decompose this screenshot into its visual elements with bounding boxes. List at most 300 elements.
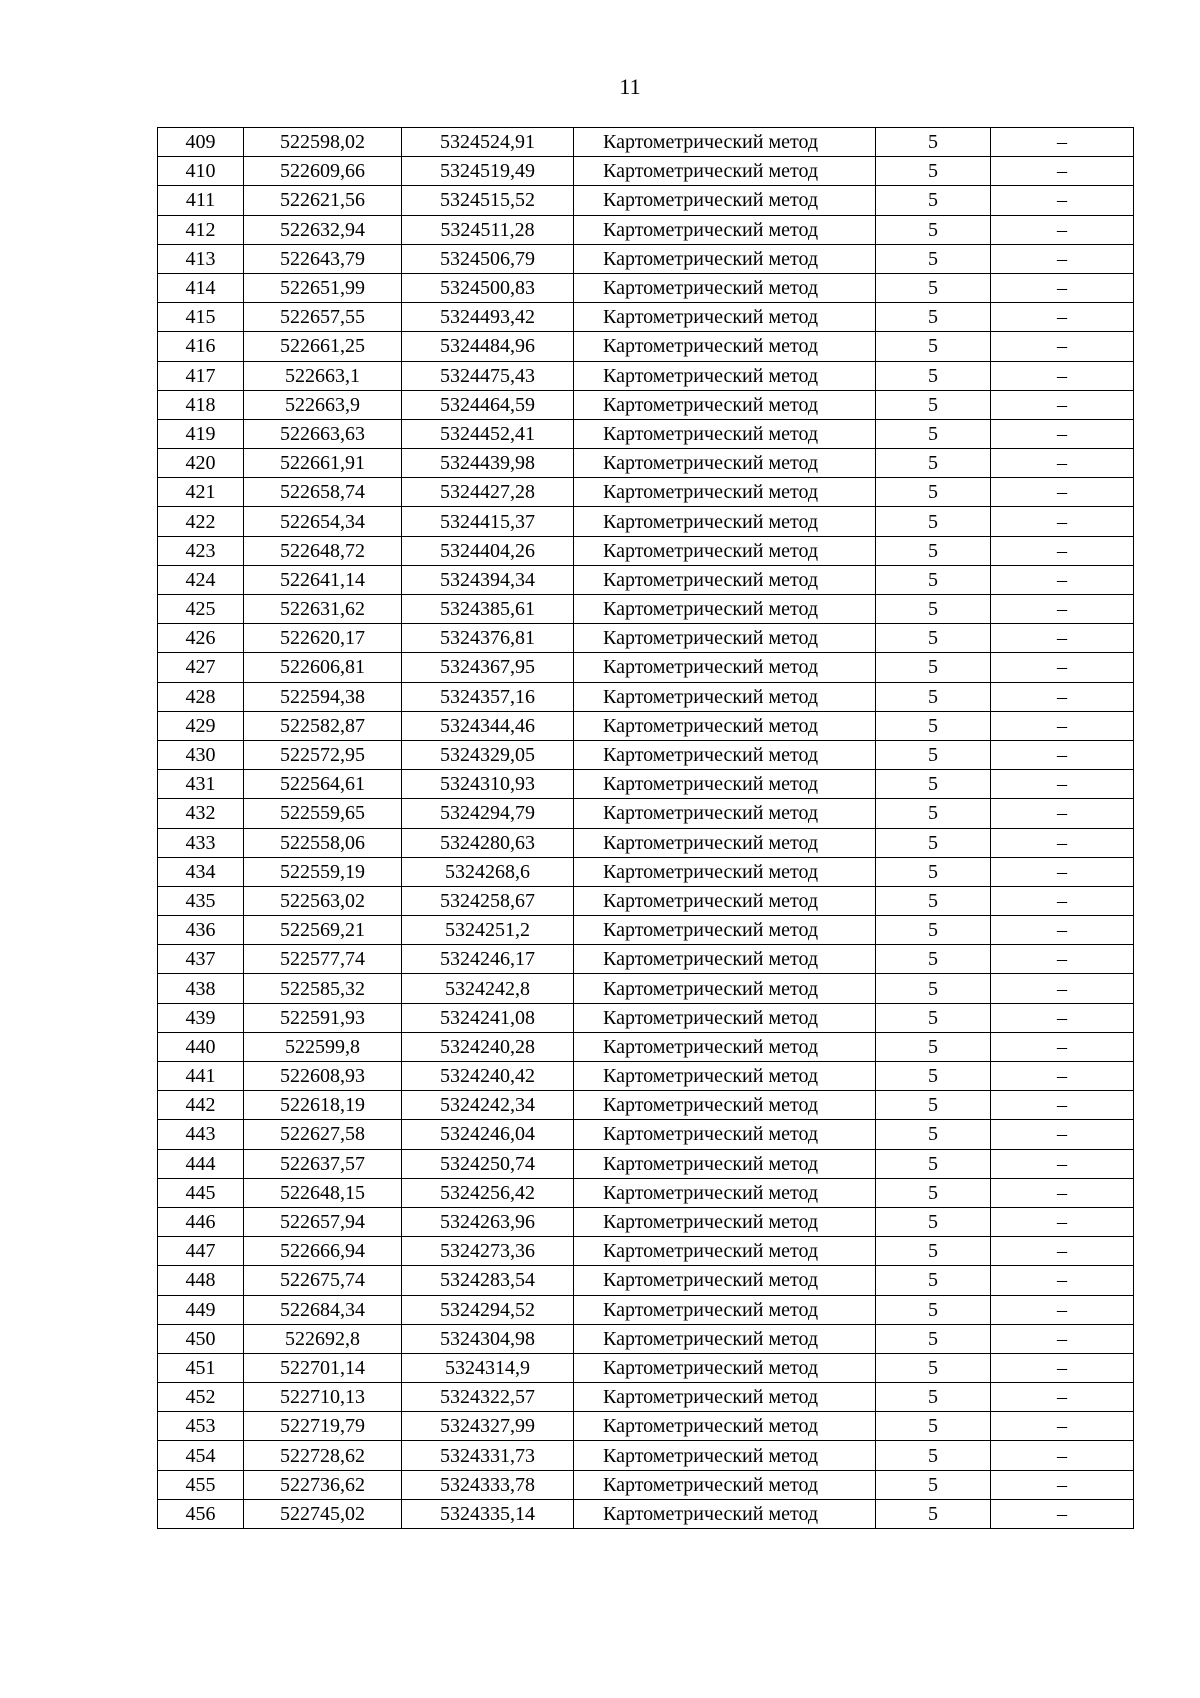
table-row <box>158 624 1134 653</box>
x-coordinate-cell: 522577,74 <box>244 945 402 974</box>
method-cell: Картометрический метод <box>574 1237 876 1266</box>
accuracy-cell: 5 <box>876 478 991 507</box>
accuracy-cell: 5 <box>876 682 991 711</box>
point-number-cell: 441 <box>158 1062 244 1091</box>
table-row <box>158 1266 1134 1295</box>
description-cell: – <box>991 624 1134 653</box>
point-number-cell: 428 <box>158 682 244 711</box>
description-cell: – <box>991 1062 1134 1091</box>
point-number-cell: 450 <box>158 1324 244 1353</box>
accuracy-cell: 5 <box>876 1470 991 1499</box>
y-coordinate-cell: 5324256,42 <box>402 1178 574 1207</box>
point-number-cell: 427 <box>158 653 244 682</box>
y-coordinate-cell: 5324273,36 <box>402 1237 574 1266</box>
table-row <box>158 1383 1134 1412</box>
point-number-cell: 440 <box>158 1032 244 1061</box>
point-number-cell: 448 <box>158 1266 244 1295</box>
point-number-cell: 456 <box>158 1499 244 1528</box>
x-coordinate-cell: 522572,95 <box>244 740 402 769</box>
x-coordinate-cell: 522637,57 <box>244 1149 402 1178</box>
table-row <box>158 565 1134 594</box>
y-coordinate-cell: 5324294,52 <box>402 1295 574 1324</box>
point-number-cell: 432 <box>158 799 244 828</box>
method-cell: Картометрический метод <box>574 128 876 157</box>
accuracy-cell: 5 <box>876 303 991 332</box>
method-cell: Картометрический метод <box>574 507 876 536</box>
point-number-cell: 425 <box>158 595 244 624</box>
accuracy-cell: 5 <box>876 1032 991 1061</box>
x-coordinate-cell: 522651,99 <box>244 273 402 302</box>
description-cell: – <box>991 273 1134 302</box>
method-cell: Картометрический метод <box>574 565 876 594</box>
accuracy-cell: 5 <box>876 449 991 478</box>
point-number-cell: 414 <box>158 273 244 302</box>
x-coordinate-cell: 522710,13 <box>244 1383 402 1412</box>
description-cell: – <box>991 128 1134 157</box>
table-row <box>158 332 1134 361</box>
accuracy-cell: 5 <box>876 390 991 419</box>
x-coordinate-cell: 522559,19 <box>244 857 402 886</box>
table-row <box>158 157 1134 186</box>
point-number-cell: 429 <box>158 711 244 740</box>
description-cell: – <box>991 244 1134 273</box>
method-cell: Картометрический метод <box>574 1324 876 1353</box>
y-coordinate-cell: 5324331,73 <box>402 1441 574 1470</box>
y-coordinate-cell: 5324376,81 <box>402 624 574 653</box>
description-cell: – <box>991 682 1134 711</box>
point-number-cell: 409 <box>158 128 244 157</box>
y-coordinate-cell: 5324415,37 <box>402 507 574 536</box>
method-cell: Картометрический метод <box>574 536 876 565</box>
accuracy-cell: 5 <box>876 653 991 682</box>
table-row <box>158 1441 1134 1470</box>
method-cell: Картометрический метод <box>574 1266 876 1295</box>
description-cell: – <box>991 215 1134 244</box>
method-cell: Картометрический метод <box>574 711 876 740</box>
method-cell: Картометрический метод <box>574 624 876 653</box>
y-coordinate-cell: 5324242,8 <box>402 974 574 1003</box>
description-cell: – <box>991 1324 1134 1353</box>
x-coordinate-cell: 522745,02 <box>244 1499 402 1528</box>
accuracy-cell: 5 <box>876 273 991 302</box>
y-coordinate-cell: 5324404,26 <box>402 536 574 565</box>
point-number-cell: 418 <box>158 390 244 419</box>
table-row <box>158 1295 1134 1324</box>
y-coordinate-cell: 5324280,63 <box>402 828 574 857</box>
accuracy-cell: 5 <box>876 857 991 886</box>
description-cell: – <box>991 390 1134 419</box>
page-number: 11 <box>619 74 641 99</box>
method-cell: Картометрический метод <box>574 1120 876 1149</box>
accuracy-cell: 5 <box>876 1353 991 1382</box>
description-cell: – <box>991 1091 1134 1120</box>
x-coordinate-cell: 522654,34 <box>244 507 402 536</box>
x-coordinate-cell: 522661,91 <box>244 449 402 478</box>
table-row <box>158 916 1134 945</box>
point-number-cell: 444 <box>158 1149 244 1178</box>
description-cell: – <box>991 1237 1134 1266</box>
x-coordinate-cell: 522559,65 <box>244 799 402 828</box>
method-cell: Картометрический метод <box>574 419 876 448</box>
method-cell: Картометрический метод <box>574 1470 876 1499</box>
y-coordinate-cell: 5324294,79 <box>402 799 574 828</box>
accuracy-cell: 5 <box>876 595 991 624</box>
method-cell: Картометрический метод <box>574 390 876 419</box>
x-coordinate-cell: 522620,17 <box>244 624 402 653</box>
x-coordinate-cell: 522621,56 <box>244 186 402 215</box>
description-cell: – <box>991 1295 1134 1324</box>
accuracy-cell: 5 <box>876 215 991 244</box>
table-row <box>158 595 1134 624</box>
y-coordinate-cell: 5324500,83 <box>402 273 574 302</box>
y-coordinate-cell: 5324484,96 <box>402 332 574 361</box>
table-row <box>158 1120 1134 1149</box>
table-row <box>158 1091 1134 1120</box>
point-number-cell: 416 <box>158 332 244 361</box>
table-row <box>158 273 1134 302</box>
accuracy-cell: 5 <box>876 828 991 857</box>
method-cell: Картометрический метод <box>574 1441 876 1470</box>
x-coordinate-cell: 522736,62 <box>244 1470 402 1499</box>
accuracy-cell: 5 <box>876 916 991 945</box>
accuracy-cell: 5 <box>876 1120 991 1149</box>
method-cell: Картометрический метод <box>574 770 876 799</box>
description-cell: – <box>991 565 1134 594</box>
x-coordinate-cell: 522675,74 <box>244 1266 402 1295</box>
x-coordinate-cell: 522684,34 <box>244 1295 402 1324</box>
point-number-cell: 415 <box>158 303 244 332</box>
description-cell: – <box>991 1499 1134 1528</box>
method-cell: Картометрический метод <box>574 1032 876 1061</box>
description-cell: – <box>991 945 1134 974</box>
point-number-cell: 437 <box>158 945 244 974</box>
x-coordinate-cell: 522609,66 <box>244 157 402 186</box>
table-row <box>158 1032 1134 1061</box>
point-number-cell: 455 <box>158 1470 244 1499</box>
table-row <box>158 1324 1134 1353</box>
table-row <box>158 1003 1134 1032</box>
accuracy-cell: 5 <box>876 1237 991 1266</box>
accuracy-cell: 5 <box>876 332 991 361</box>
y-coordinate-cell: 5324263,96 <box>402 1207 574 1236</box>
table-row <box>158 1237 1134 1266</box>
table-row <box>158 128 1134 157</box>
table-row <box>158 1353 1134 1382</box>
y-coordinate-cell: 5324394,34 <box>402 565 574 594</box>
y-coordinate-cell: 5324344,46 <box>402 711 574 740</box>
method-cell: Картометрический метод <box>574 1412 876 1441</box>
x-coordinate-cell: 522608,93 <box>244 1062 402 1091</box>
accuracy-cell: 5 <box>876 565 991 594</box>
y-coordinate-cell: 5324506,79 <box>402 244 574 273</box>
method-cell: Картометрический метод <box>574 595 876 624</box>
table-row <box>158 799 1134 828</box>
description-cell: – <box>991 1149 1134 1178</box>
y-coordinate-cell: 5324241,08 <box>402 1003 574 1032</box>
method-cell: Картометрический метод <box>574 916 876 945</box>
table-row <box>158 1499 1134 1528</box>
table-row <box>158 507 1134 536</box>
x-coordinate-cell: 522658,74 <box>244 478 402 507</box>
description-cell: – <box>991 157 1134 186</box>
point-number-cell: 445 <box>158 1178 244 1207</box>
point-number-cell: 423 <box>158 536 244 565</box>
method-cell: Картометрический метод <box>574 799 876 828</box>
point-number-cell: 412 <box>158 215 244 244</box>
x-coordinate-cell: 522582,87 <box>244 711 402 740</box>
x-coordinate-cell: 522657,94 <box>244 1207 402 1236</box>
point-number-cell: 442 <box>158 1091 244 1120</box>
accuracy-cell: 5 <box>876 507 991 536</box>
accuracy-cell: 5 <box>876 128 991 157</box>
accuracy-cell: 5 <box>876 974 991 1003</box>
point-number-cell: 438 <box>158 974 244 1003</box>
description-cell: – <box>991 711 1134 740</box>
description-cell: – <box>991 478 1134 507</box>
y-coordinate-cell: 5324314,9 <box>402 1353 574 1382</box>
description-cell: – <box>991 303 1134 332</box>
description-cell: – <box>991 1032 1134 1061</box>
x-coordinate-cell: 522643,79 <box>244 244 402 273</box>
y-coordinate-cell: 5324242,34 <box>402 1091 574 1120</box>
point-number-cell: 420 <box>158 449 244 478</box>
method-cell: Картометрический метод <box>574 857 876 886</box>
table-row <box>158 974 1134 1003</box>
description-cell: – <box>991 799 1134 828</box>
table-row <box>158 682 1134 711</box>
x-coordinate-cell: 522648,15 <box>244 1178 402 1207</box>
x-coordinate-cell: 522692,8 <box>244 1324 402 1353</box>
x-coordinate-cell: 522594,38 <box>244 682 402 711</box>
point-number-cell: 449 <box>158 1295 244 1324</box>
table-row <box>158 1062 1134 1091</box>
table-row <box>158 303 1134 332</box>
point-number-cell: 434 <box>158 857 244 886</box>
description-cell: – <box>991 770 1134 799</box>
x-coordinate-cell: 522631,62 <box>244 595 402 624</box>
description-cell: – <box>991 507 1134 536</box>
method-cell: Картометрический метод <box>574 1207 876 1236</box>
coordinates-table-body <box>158 128 1134 1529</box>
accuracy-cell: 5 <box>876 186 991 215</box>
method-cell: Картометрический метод <box>574 273 876 302</box>
point-number-cell: 453 <box>158 1412 244 1441</box>
accuracy-cell: 5 <box>876 624 991 653</box>
method-cell: Картометрический метод <box>574 653 876 682</box>
table-row <box>158 536 1134 565</box>
table-row <box>158 1178 1134 1207</box>
point-number-cell: 422 <box>158 507 244 536</box>
x-coordinate-cell: 522599,8 <box>244 1032 402 1061</box>
description-cell: – <box>991 1441 1134 1470</box>
y-coordinate-cell: 5324524,91 <box>402 128 574 157</box>
point-number-cell: 446 <box>158 1207 244 1236</box>
y-coordinate-cell: 5324251,2 <box>402 916 574 945</box>
description-cell: – <box>991 595 1134 624</box>
point-number-cell: 419 <box>158 419 244 448</box>
description-cell: – <box>991 828 1134 857</box>
x-coordinate-cell: 522663,1 <box>244 361 402 390</box>
table-row <box>158 711 1134 740</box>
method-cell: Картометрический метод <box>574 186 876 215</box>
x-coordinate-cell: 522627,58 <box>244 1120 402 1149</box>
x-coordinate-cell: 522564,61 <box>244 770 402 799</box>
method-cell: Картометрический метод <box>574 361 876 390</box>
y-coordinate-cell: 5324333,78 <box>402 1470 574 1499</box>
table-row <box>158 1207 1134 1236</box>
y-coordinate-cell: 5324511,28 <box>402 215 574 244</box>
x-coordinate-cell: 522657,55 <box>244 303 402 332</box>
point-number-cell: 424 <box>158 565 244 594</box>
method-cell: Картометрический метод <box>574 1091 876 1120</box>
table-row <box>158 653 1134 682</box>
x-coordinate-cell: 522558,06 <box>244 828 402 857</box>
method-cell: Картометрический метод <box>574 828 876 857</box>
y-coordinate-cell: 5324515,52 <box>402 186 574 215</box>
method-cell: Картометрический метод <box>574 332 876 361</box>
description-cell: – <box>991 1207 1134 1236</box>
accuracy-cell: 5 <box>876 1324 991 1353</box>
accuracy-cell: 5 <box>876 945 991 974</box>
point-number-cell: 433 <box>158 828 244 857</box>
accuracy-cell: 5 <box>876 1383 991 1412</box>
accuracy-cell: 5 <box>876 244 991 273</box>
table-row <box>158 361 1134 390</box>
method-cell: Картометрический метод <box>574 478 876 507</box>
description-cell: – <box>991 740 1134 769</box>
method-cell: Картометрический метод <box>574 449 876 478</box>
method-cell: Картометрический метод <box>574 974 876 1003</box>
point-number-cell: 410 <box>158 157 244 186</box>
x-coordinate-cell: 522728,62 <box>244 1441 402 1470</box>
point-number-cell: 439 <box>158 1003 244 1032</box>
y-coordinate-cell: 5324357,16 <box>402 682 574 711</box>
point-number-cell: 435 <box>158 886 244 915</box>
y-coordinate-cell: 5324452,41 <box>402 419 574 448</box>
y-coordinate-cell: 5324322,57 <box>402 1383 574 1412</box>
description-cell: – <box>991 653 1134 682</box>
method-cell: Картометрический метод <box>574 1383 876 1412</box>
description-cell: – <box>991 886 1134 915</box>
point-number-cell: 431 <box>158 770 244 799</box>
method-cell: Картометрический метод <box>574 682 876 711</box>
y-coordinate-cell: 5324475,43 <box>402 361 574 390</box>
y-coordinate-cell: 5324250,74 <box>402 1149 574 1178</box>
x-coordinate-cell: 522641,14 <box>244 565 402 594</box>
y-coordinate-cell: 5324310,93 <box>402 770 574 799</box>
accuracy-cell: 5 <box>876 1178 991 1207</box>
accuracy-cell: 5 <box>876 886 991 915</box>
y-coordinate-cell: 5324329,05 <box>402 740 574 769</box>
y-coordinate-cell: 5324385,61 <box>402 595 574 624</box>
point-number-cell: 411 <box>158 186 244 215</box>
accuracy-cell: 5 <box>876 1441 991 1470</box>
accuracy-cell: 5 <box>876 1499 991 1528</box>
table-row <box>158 419 1134 448</box>
y-coordinate-cell: 5324327,99 <box>402 1412 574 1441</box>
accuracy-cell: 5 <box>876 1062 991 1091</box>
point-number-cell: 421 <box>158 478 244 507</box>
coordinates-table <box>157 127 1134 1529</box>
description-cell: – <box>991 536 1134 565</box>
accuracy-cell: 5 <box>876 1149 991 1178</box>
method-cell: Картометрический метод <box>574 886 876 915</box>
table-row <box>158 740 1134 769</box>
description-cell: – <box>991 1353 1134 1382</box>
table-row <box>158 945 1134 974</box>
point-number-cell: 447 <box>158 1237 244 1266</box>
method-cell: Картометрический метод <box>574 1353 876 1382</box>
table-row <box>158 186 1134 215</box>
table-row <box>158 828 1134 857</box>
accuracy-cell: 5 <box>876 770 991 799</box>
x-coordinate-cell: 522618,19 <box>244 1091 402 1120</box>
method-cell: Картометрический метод <box>574 1062 876 1091</box>
y-coordinate-cell: 5324246,17 <box>402 945 574 974</box>
method-cell: Картометрический метод <box>574 1003 876 1032</box>
description-cell: – <box>991 1178 1134 1207</box>
accuracy-cell: 5 <box>876 1266 991 1295</box>
accuracy-cell: 5 <box>876 1295 991 1324</box>
accuracy-cell: 5 <box>876 1003 991 1032</box>
table-row <box>158 886 1134 915</box>
method-cell: Картометрический метод <box>574 215 876 244</box>
method-cell: Картометрический метод <box>574 945 876 974</box>
point-number-cell: 451 <box>158 1353 244 1382</box>
y-coordinate-cell: 5324240,28 <box>402 1032 574 1061</box>
table-row <box>158 770 1134 799</box>
accuracy-cell: 5 <box>876 1412 991 1441</box>
accuracy-cell: 5 <box>876 740 991 769</box>
x-coordinate-cell: 522598,02 <box>244 128 402 157</box>
y-coordinate-cell: 5324493,42 <box>402 303 574 332</box>
description-cell: – <box>991 332 1134 361</box>
description-cell: – <box>991 1383 1134 1412</box>
x-coordinate-cell: 522585,32 <box>244 974 402 1003</box>
y-coordinate-cell: 5324240,42 <box>402 1062 574 1091</box>
y-coordinate-cell: 5324246,04 <box>402 1120 574 1149</box>
method-cell: Картометрический метод <box>574 1149 876 1178</box>
accuracy-cell: 5 <box>876 361 991 390</box>
x-coordinate-cell: 522719,79 <box>244 1412 402 1441</box>
table-row <box>158 244 1134 273</box>
point-number-cell: 430 <box>158 740 244 769</box>
description-cell: – <box>991 449 1134 478</box>
y-coordinate-cell: 5324283,54 <box>402 1266 574 1295</box>
table-row <box>158 1470 1134 1499</box>
x-coordinate-cell: 522663,9 <box>244 390 402 419</box>
point-number-cell: 417 <box>158 361 244 390</box>
accuracy-cell: 5 <box>876 419 991 448</box>
description-cell: – <box>991 1120 1134 1149</box>
table-row <box>158 857 1134 886</box>
method-cell: Картометрический метод <box>574 303 876 332</box>
y-coordinate-cell: 5324519,49 <box>402 157 574 186</box>
description-cell: – <box>991 857 1134 886</box>
x-coordinate-cell: 522648,72 <box>244 536 402 565</box>
table-row <box>158 390 1134 419</box>
method-cell: Картометрический метод <box>574 740 876 769</box>
x-coordinate-cell: 522591,93 <box>244 1003 402 1032</box>
table-row <box>158 478 1134 507</box>
x-coordinate-cell: 522663,63 <box>244 419 402 448</box>
table-row <box>158 1412 1134 1441</box>
y-coordinate-cell: 5324335,14 <box>402 1499 574 1528</box>
accuracy-cell: 5 <box>876 1207 991 1236</box>
y-coordinate-cell: 5324258,67 <box>402 886 574 915</box>
x-coordinate-cell: 522563,02 <box>244 886 402 915</box>
x-coordinate-cell: 522632,94 <box>244 215 402 244</box>
